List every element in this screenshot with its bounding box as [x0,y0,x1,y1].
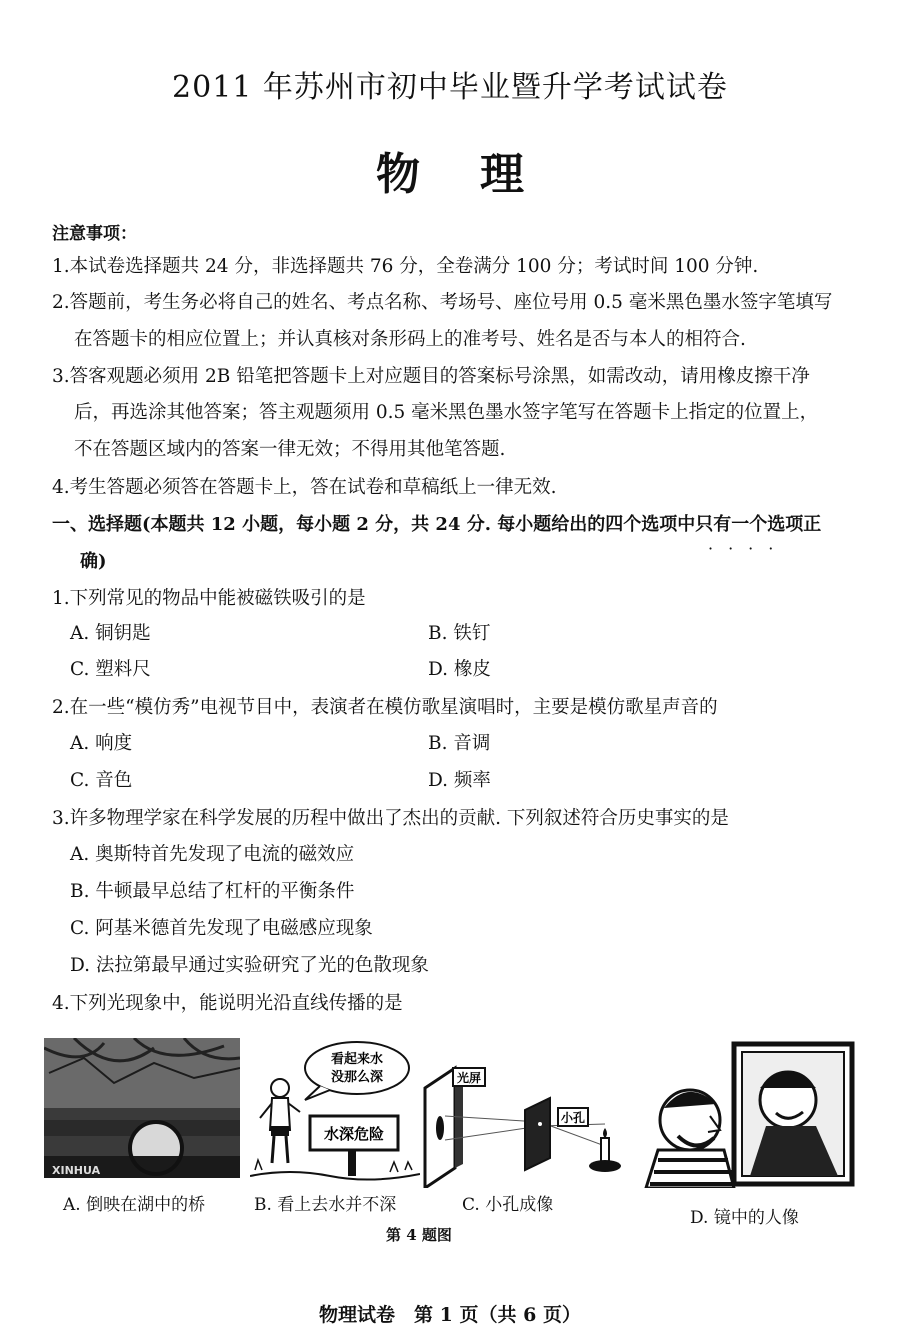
danger-sign-text: 水深危险 [323,1125,385,1143]
note-line: 4.考生答题必须答在答题卡上，答在试卷和草稿纸上一律无效. [52,477,557,498]
option-a: A. 铜钥匙 [70,623,151,644]
option-c: C. 阿基米德首先发现了电磁感应现象 [70,918,373,939]
option-d: D. 法拉第最早通过实验研究了光的色散现象 [70,955,429,976]
figure-title: 第 4 题图 [386,1226,452,1244]
question-stem: 4.下列光现象中，能说明光沿直线传播的是 [52,993,403,1014]
emphasis-dots: ···· [708,539,789,558]
question-stem: 1.下列常见的物品中能被磁铁吸引的是 [52,588,366,609]
option-b: B. 铁钉 [428,623,491,644]
question-stem: 3.许多物理学家在科学发展的历程中做出了杰出的贡献. 下列叙述符合历史事实的是 [52,808,729,829]
option-c: C. 音色 [70,770,133,791]
option-b: B. 音调 [428,733,491,754]
section-heading-cont: 确) [80,551,107,572]
pinhole-camera-diagram [415,1038,627,1188]
figure-caption-b: B. 看上去水并不深 [254,1195,397,1215]
option-a: A. 响度 [70,733,133,754]
option-a: A. 奥斯特首先发现了电流的磁效应 [70,844,355,865]
water-depth-cartoon [250,1038,420,1188]
bridge-reflection-photo [44,1038,240,1188]
photo-watermark: XINHUA [52,1164,101,1177]
option-b: B. 牛顿最早总结了杠杆的平衡条件 [70,881,355,902]
screen-label: 光屏 [456,1071,482,1085]
note-line: 在答题卡的相应位置上；并认真核对条形码上的准考号、姓名是否与本人的相符合. [74,329,746,350]
page-footer: 物理试卷 第 1 页（共 6 页） [319,1304,581,1326]
exam-title: 2011 年苏州市初中毕业暨升学考试试卷 [172,70,728,105]
hole-label: 小孔 [560,1111,586,1125]
speech-bubble-line2: 没那么深 [330,1070,384,1085]
mirror-image-drawing [638,1038,856,1188]
note-line: 1.本试卷选择题共 24 分，非选择题共 76 分，全卷满分 100 分；考试时间 100 分钟. [52,256,759,277]
note-line: 不在答题区域内的答案一律无效；不得用其他笔答题. [74,439,506,460]
option-c: C. 塑料尺 [70,659,151,680]
section-heading: 一、选择题(本题共 12 小题，每小题 2 分，共 24 分. 每小题给出的四个选项中只有一个选项正 [52,514,822,535]
option-d: D. 橡皮 [428,659,491,680]
speech-bubble-line1: 看起来水 [330,1052,384,1067]
subject-title: 物理 [376,149,584,200]
figure-caption-c: C. 小孔成像 [462,1195,554,1215]
question-stem: 2.在一些“模仿秀”电视节目中，表演者在模仿歌星演唱时，主要是模仿歌星声音的 [52,697,718,718]
note-line: 2.答题前，考生务必将自己的姓名、考点名称、考场号、座位号用 0.5 毫米黑色墨水签字笔填写 [52,292,833,313]
figure-caption-d: D. 镜中的人像 [690,1208,799,1228]
option-d: D. 频率 [428,770,491,791]
note-line: 3.答客观题必须用 2B 铅笔把答题卡上对应题目的答案标号涂黑，如需改动，请用橡皮擦干净 [52,366,810,387]
note-line: 后，再选涂其他答案；答主观题须用 0.5 毫米黑色墨水签字笔写在答题卡上指定的位置上， [74,402,819,423]
notes-heading: 注意事项： [52,224,137,244]
figure-caption-a: A. 倒映在湖中的桥 [63,1195,206,1215]
